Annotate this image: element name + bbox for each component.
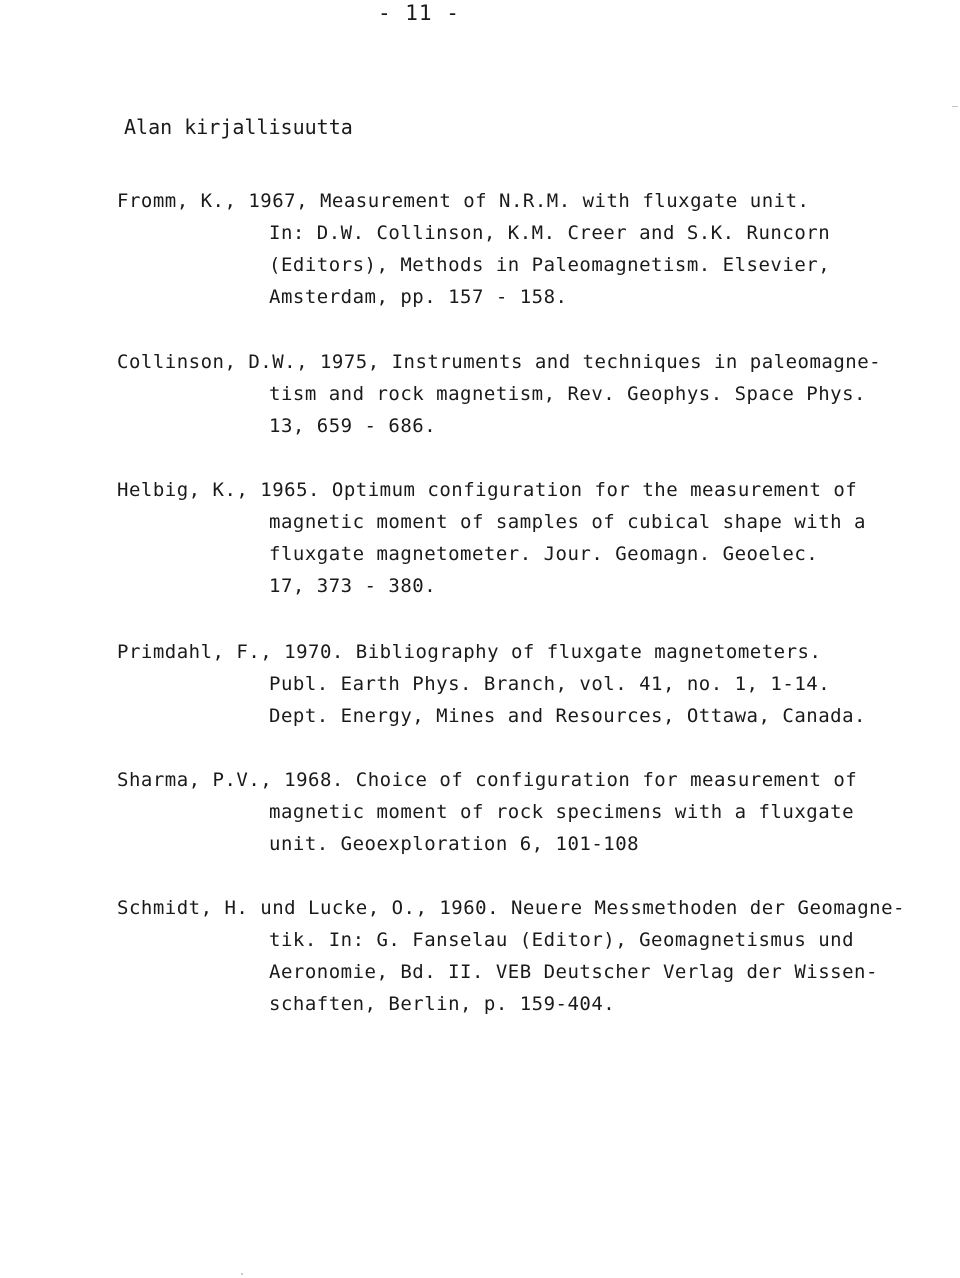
reference-entry-schmidt [117,892,905,1020]
reference-entry-helbig [117,474,866,602]
reference-line: Amsterdam, pp. 157 - 158. [269,286,568,308]
reference-line: Aeronomie, Bd. II. VEB Deutscher Verlag der Wissen- [269,961,878,983]
reference-line: Schmidt, H. und Lucke, O., 1960. Neuere Messmethoden der Geomagne- [117,897,905,919]
page-number: - 11 - [378,1,460,25]
reference-entry-primdahl [117,636,866,732]
reference-line: 13, 659 - 686. [269,415,437,437]
reference-line: fluxgate magnetometer. Jour. Geomagn. Geoelec. [269,543,819,565]
reference-line: Collinson, D.W., 1975, Instruments and techniques in paleomagne- [117,351,882,373]
reference-line: Primdahl, F., 1970. Bibliography of fluxgate magnetometers. [117,641,822,663]
reference-line: (Editors), Methods in Paleomagnetism. Elsevier, [269,254,831,276]
reference-line: Publ. Earth Phys. Branch, vol. 41, no. 1, 1-14. [269,673,831,695]
reference-line: Fromm, K., 1967, Measurement of N.R.M. with fluxgate unit. [117,190,810,212]
section-heading: Alan kirjallisuutta [124,115,353,139]
reference-line: Dept. Energy, Mines and Resources, Ottawa, Canada. [269,705,866,727]
reference-line: Helbig, K., 1965. Optimum configuration for the measurement of [117,479,858,501]
reference-line: In: D.W. Collinson, K.M. Creer and S.K. Runcorn [269,222,831,244]
scan-speck [952,106,958,107]
reference-line: 17, 373 - 380. [269,575,437,597]
reference-line: unit. Geoexploration 6, 101-108 [269,833,640,855]
reference-entry-sharma [117,764,857,860]
reference-line: magnetic moment of rock specimens with a fluxgate [269,801,855,823]
reference-entry-fromm [117,185,830,313]
reference-line: magnetic moment of samples of cubical shape with a [269,511,866,533]
reference-line: tik. In: G. Fanselau (Editor), Geomagnetismus und [269,929,855,951]
reference-entry-collinson [117,346,881,442]
reference-line: schaften, Berlin, p. 159-404. [269,993,616,1015]
reference-line: tism and rock magnetism, Rev. Geophys. Space Phys. [269,383,866,405]
scan-speck [241,1273,243,1275]
reference-line: Sharma, P.V., 1968. Choice of configuration for measurement of [117,769,858,791]
